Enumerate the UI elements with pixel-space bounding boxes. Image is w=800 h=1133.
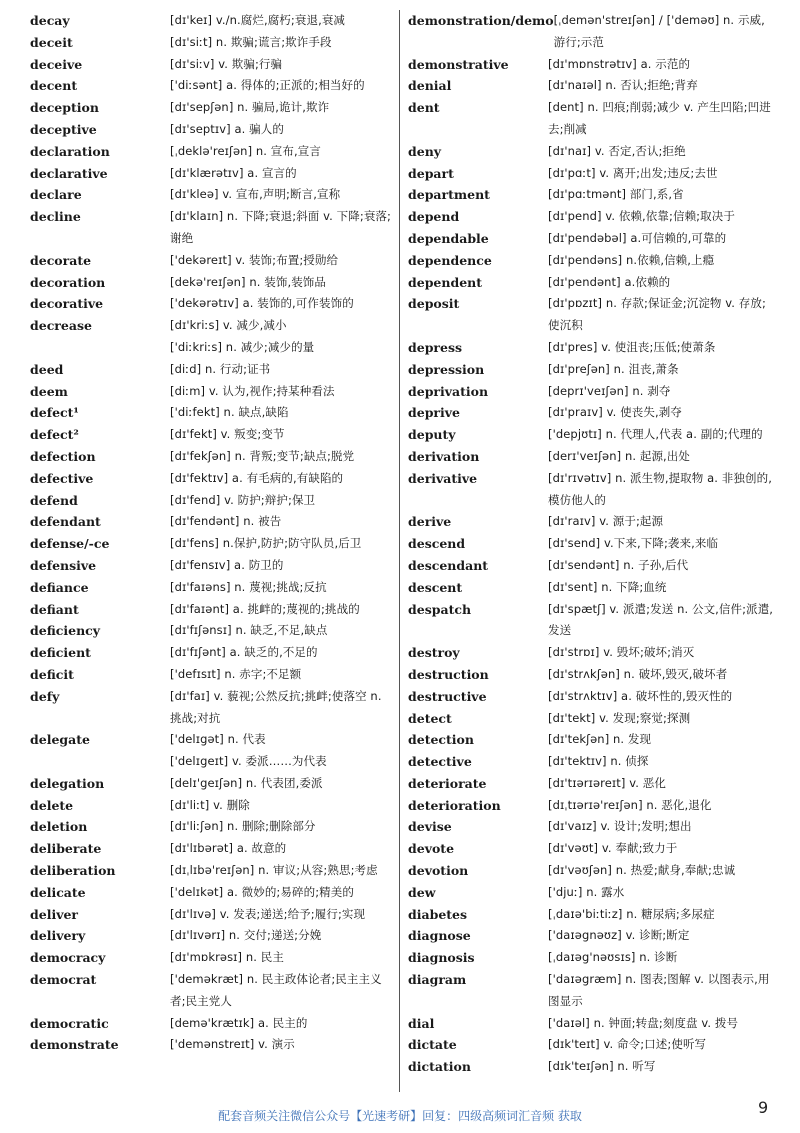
definition: [dɪ'faɪ] v. 藐视;公然反抗;挑衅;使落空 n. 挑战;对抗 [170,688,382,725]
headword: dent [408,100,440,116]
word-entry [30,533,392,555]
definition: [dɪ'send] v.下来,下降;袭来,来临 [548,536,719,551]
definition: [dɪ'vəʊʃən] n. 热爱;献身,奉献;忠诚 [548,863,736,878]
definition: [dɪ'fekʃən] n. 背叛;变节;缺点;脱党 [170,448,355,463]
word-entry [30,272,392,294]
headword: decent [30,78,78,94]
word-entry [30,468,392,490]
definition: [dɪk'teɪʃən] n. 听写 [548,1059,656,1074]
word-entry [408,969,774,1013]
word-entry [408,1034,774,1056]
definition: [dɪ'fendənt] n. 被告 [170,514,282,529]
headword: depression [408,361,485,377]
definition: [dɪ'klærətɪv] a. 宣言的 [170,165,297,180]
headword: dependent [408,274,483,290]
definition: [dɪ'strʌktɪv] a. 破坏性的,毁灭性的 [548,688,733,703]
headword: defective [30,470,94,486]
headword: deny [408,143,442,159]
word-entry [30,947,392,969]
definition: [dent] n. 凹痕;削弱;减少 v. 产生凹陷;凹进去;削减 [548,100,771,136]
headword: diagram [408,972,467,988]
definition: [derɪ'veɪʃən] n. 起源,出处 [548,448,691,463]
definition: [dɪˌlɪbə'reɪʃən] n. 审议;从容;熟思;考虑 [170,863,378,878]
word-entry [30,32,392,54]
headword: deficiency [30,623,101,639]
definition: [dɪ'pend] v. 依赖,依靠;信赖;取决于 [548,209,735,224]
headword: despatch [408,601,472,617]
word-entry [408,468,774,512]
definition: [dɪ'lɪbərət] a. 故意的 [170,841,287,856]
word-entry [408,359,774,381]
headword: defy [30,688,60,704]
headword: declare [30,187,82,203]
definition: [dɪ'sendənt] n. 子孙,后代 [548,557,689,572]
definition: [dɪ'tekt] v. 发现;察觉;探测 [548,710,691,725]
word-entry [30,795,392,817]
word-entry [30,904,392,926]
definition: [dɪ'klaɪn] n. 下降;衰退;斜面 v. 下降;衰落;谢绝 [170,209,392,245]
word-entry [408,533,774,555]
word-entry [408,904,774,926]
word-entry [30,816,392,838]
word-entry [30,686,392,730]
headword [30,751,170,773]
headword: deliberation [30,863,116,879]
headword: depart [408,165,454,181]
word-entry [408,206,774,228]
headword: deletion [30,819,88,835]
definition: [dɪ'pendəbəl] a.可信赖的,可靠的 [548,230,727,245]
definition: [dɪ'spætʃ] v. 派遣;发送 n. 公文,信件;派遣,发送 [548,601,774,638]
headword: deficient [30,645,91,661]
headword: democratic [30,1015,109,1031]
headword: detection [408,732,474,748]
definition: [dɪ'septɪv] a. 骗人的 [170,121,284,136]
definition: ['defɪsɪt] n. 赤字;不足额 [170,666,302,681]
headword: delegation [30,775,105,791]
headword [30,337,170,359]
definition: [dɪ'pres] v. 使沮丧;压低;使萧条 [548,339,716,354]
headword: deem [30,383,68,399]
definition: [dɪk'teɪt] v. 命令;口述;使听写 [548,1037,707,1052]
definition: [dɪ'siːv] v. 欺骗;行骗 [170,56,283,71]
word-entry [30,925,392,947]
headword: decoration [30,274,106,290]
headword: democrat [30,972,97,988]
definition: ['dekərətɪv] a. 装饰的,可作装饰的 [170,296,354,311]
definition: ['daɪəl] n. 钟面;转盘;刻度盘 v. 拨号 [548,1015,739,1030]
definition: [dekə'reɪʃən] n. 装饰,装饰品 [170,274,327,289]
word-entry [30,555,392,577]
definition: [deprɪ'veɪʃən] n. 剥夺 [548,383,671,398]
definition: [dɪ'mɒnstrətɪv] a. 示范的 [548,56,691,71]
definition: [dɪ'fɪʃənt] a. 缺乏的,不足的 [170,645,318,660]
word-entry [408,10,774,54]
definition: [dɪ'faɪənt] a. 挑衅的;蔑视的;挑战的 [170,601,360,616]
headword: deceive [30,56,83,72]
word-entry [30,293,392,315]
definition: [dɪ'fensɪv] a. 防卫的 [170,557,284,572]
headword: detect [408,710,452,726]
definition: [dɪ'fekt] v. 叛变;变节 [170,427,285,442]
definition: [dɪ'pɑːtmənt] 部门,系,省 [548,187,684,202]
definition: [dɪ'fɪʃənsɪ] n. 缺乏,不足,缺点 [170,623,328,638]
word-entry [408,664,774,686]
word-entry [30,315,392,337]
headword: derive [408,514,452,530]
headword: defiance [30,579,89,595]
definition: [dɪ'strɒɪ] v. 毁坏;破坏;消灭 [548,645,695,660]
word-entry [408,860,774,882]
headword: detective [408,754,472,770]
word-entry [30,969,392,1013]
definition: ['delɪkət] a. 微妙的;易碎的;精美的 [170,884,354,899]
headword: decorative [30,296,104,312]
headword: deception [30,100,99,116]
definition: [dɪ'sent] n. 下降;血统 [548,579,667,594]
word-entry [30,97,392,119]
word-entry [408,751,774,773]
word-entry [408,838,774,860]
word-entry [408,381,774,403]
headword: deceptive [30,121,97,137]
definition: [ˌdaɪəg'nəʊsɪs] n. 诊断 [548,950,678,965]
headword: derivation [408,448,480,464]
headword: demonstration/demo [408,13,554,28]
definition: [dɪ'pendəns] n.依赖,信赖,上瘾 [548,252,715,267]
headword: dial [408,1015,435,1031]
definition: [dɪ'liːt] v. 删除 [170,797,250,812]
headword: delete [30,797,74,813]
word-entry [30,10,392,32]
definition: [dɪ'pɑːt] v. 离开;出发;违反;去世 [548,165,718,180]
headword: defection [30,448,96,464]
headword: department [408,187,490,203]
definition: [dɪ'kriːs] v. 减少,减小 [170,318,287,333]
word-entry [408,708,774,730]
page-number: 9 [758,1098,769,1117]
word-entry [408,446,774,468]
headword: devote [408,841,455,857]
headword: depend [408,209,460,225]
word-entry [408,163,774,185]
word-entry [408,250,774,272]
word-entry [408,555,774,577]
word-entry [408,75,774,97]
definition: [dɪ'keɪ] v./n.腐烂,腐朽;衰退,衰减 [170,13,346,27]
definition: [dɪ'vəʊt] v. 奉献;致力于 [548,841,678,856]
definition: [dɪ'naɪəl] n. 否认;拒绝;背弃 [548,78,698,93]
word-entry [30,1034,392,1056]
word-entry [30,838,392,860]
word-entry [30,860,392,882]
headword: demonstrative [408,56,509,72]
headword: decrease [30,318,92,334]
word-entry [30,75,392,97]
word-entry [30,577,392,599]
word-entry [408,228,774,250]
definition: [dɪ'faɪəns] n. 蔑视;挑战;反抗 [170,579,327,594]
headword: demonstrate [30,1037,119,1053]
headword: declarative [30,165,108,181]
word-entry [30,141,392,163]
word-entry [30,250,392,272]
word-entry [30,882,392,904]
headword: diagnose [408,928,471,944]
headword: dew [408,884,436,900]
word-entry [30,751,392,773]
definition: [dɪ'pendənt] a.依赖的 [548,274,671,289]
headword: deliberate [30,841,102,857]
headword: dependable [408,230,489,246]
word-entry [408,1013,774,1035]
definition: ['diːsənt] a. 得体的;正派的;相当好的 [170,78,365,93]
word-entry [30,490,392,512]
word-entry [30,424,392,446]
definition: [diːd] n. 行动;证书 [170,361,271,376]
definition: [dɪ'praɪv] v. 使丧失,剥夺 [548,405,682,420]
word-entry [30,620,392,642]
headword: deterioration [408,797,501,813]
left-column [30,10,392,1056]
headword: dependence [408,252,492,268]
definition: [dɪ'rɪvətɪv] n. 派生物,提取物 a. 非独创的,模仿他人的 [548,470,772,507]
definition: [dɪ'vaɪz] v. 设计;发明;想出 [548,819,692,834]
definition: [dɪˌtɪərɪə'reɪʃən] n. 恶化,退化 [548,797,712,812]
word-entry [30,1013,392,1035]
headword: deteriorate [408,775,487,791]
word-entry [30,729,392,751]
word-entry [30,446,392,468]
definition: [diːm] v. 认为,视作;持某种看法 [170,383,335,398]
definition: [dɪ'preʃən] n. 沮丧,萧条 [548,361,679,376]
word-entry [408,577,774,599]
footer-note: 配套音频关注微信公众号【光速考研】回复：四级高频词汇音频 获取 [218,1109,582,1123]
word-entry [30,664,392,686]
definition: ['diːkriːs] n. 减少;减少的量 [170,339,315,354]
definition: [delɪ'geɪʃən] n. 代表团,委派 [170,775,323,790]
headword: defend [30,492,78,508]
word-entry [30,184,392,206]
word-entry [408,97,774,141]
word-entry [30,773,392,795]
headword: devise [408,819,452,835]
word-entry [408,141,774,163]
word-entry [30,402,392,424]
definition: [dɪ'fens] n.保护,防护;防守队员,后卫 [170,536,362,551]
headword: deficit [30,666,74,682]
headword: deprive [408,405,460,421]
word-entry [408,925,774,947]
headword: descend [408,536,466,552]
word-entry [30,381,392,403]
definition: [dɪ'pɒzɪt] n. 存款;保证金;沉淀物 v. 存放;使沉积 [548,296,766,333]
definition: [dɪ'liːʃən] n. 删除;删除部分 [170,819,316,834]
headword: decay [30,13,70,28]
definition: ['demənstreɪt] v. 演示 [170,1037,295,1052]
word-entry [408,272,774,294]
headword: democracy [30,950,106,966]
headword: descendant [408,557,489,573]
headword: decline [30,209,81,225]
definition: ['delɪgət] n. 代表 [170,732,266,747]
definition: [dɪ'strʌkʃən] n. 破坏,毁灭,破坏者 [548,666,728,681]
headword: deliver [30,906,78,922]
definition: [dɪ'raɪv] v. 源于;起源 [548,514,664,529]
definition: ['deməkræt] n. 民主政体论者;民主主义者;民主党人 [170,972,382,1008]
headword: deposit [408,296,460,312]
word-entry [408,1056,774,1078]
right-column [408,10,774,1078]
word-entry [408,947,774,969]
word-entry [30,599,392,621]
headword: depress [408,339,463,355]
definition: ['djuː] n. 露水 [548,884,625,899]
headword: descent [408,579,463,595]
definition: [ˌdemən'streɪʃən] / ['deməʊ] n. 示威,游行;示范 [553,13,765,49]
headword: destructive [408,688,487,704]
word-entry [30,163,392,185]
headword: deprivation [408,383,489,399]
headword: defendant [30,514,101,530]
headword: diabetes [408,906,468,922]
word-entry [408,599,774,643]
headword: declaration [30,143,110,159]
definition: [dɪ'lɪvə] v. 发表;递送;给予;履行;实现 [170,906,366,921]
definition: [dɪ'sepʃən] n. 骗局,诡计,欺诈 [170,100,330,115]
headword: dictate [408,1037,457,1053]
headword: deputy [408,427,456,443]
definition: [dɪ'fektɪv] a. 有毛病的,有缺陷的 [170,470,344,485]
word-entry [408,642,774,664]
headword: delegate [30,732,90,748]
headword: defect¹ [30,405,79,421]
headword: delicate [30,884,86,900]
headword: defense/-ce [30,536,110,552]
word-entry [30,642,392,664]
definition: ['daɪəgnəʊz] v. 诊断;断定 [548,928,690,943]
word-entry [408,882,774,904]
definition: [dɪ'lɪvərɪ] n. 交付;递送;分娩 [170,928,322,943]
definition: ['dekəreɪt] v. 装饰;布置;授勋给 [170,252,339,267]
headword: delivery [30,928,86,944]
definition: ['delɪgeɪt] v. 委派……为代表 [170,754,327,769]
definition: ['diːfekt] n. 缺点,缺陷 [170,405,289,420]
word-entry [30,337,392,359]
column-divider [399,10,400,1092]
headword: dictation [408,1059,471,1075]
definition: [dɪ'kleə] v. 宣布,声明;断言,宣称 [170,187,341,202]
headword: devotion [408,863,469,879]
word-entry [408,54,774,76]
definition: [dɪ'siːt] n. 欺骗;谎言;欺诈手段 [170,34,332,49]
definition: [dɪ'tɪərɪəreɪt] v. 恶化 [548,775,666,790]
definition: [dɪ'tekʃən] n. 发现 [548,732,652,747]
word-entry [408,816,774,838]
headword: derivative [408,470,478,486]
headword: destroy [408,645,460,661]
headword: deceit [30,34,73,50]
word-entry [408,729,774,751]
headword: defect² [30,427,79,443]
word-entry [408,184,774,206]
headword: defiant [30,601,79,617]
definition: [dɪ'naɪ] v. 否定,否认;拒绝 [548,143,686,158]
definition: ['daɪəgræm] n. 图表;图解 v. 以图表示,用图显示 [548,972,770,1008]
word-entry [408,511,774,533]
definition: [dɪ'tektɪv] n. 侦探 [548,754,649,769]
definition: [ˌdaɪə'biːtiːz] n. 糖尿病;多尿症 [548,906,715,921]
headword: diagnosis [408,950,475,966]
word-entry [30,54,392,76]
word-entry [408,402,774,424]
definition: [dɪ'fend] v. 防护;辩护;保卫 [170,492,316,507]
definition: ['depjʊtɪ] n. 代理人,代表 a. 副的;代理的 [548,427,763,442]
definition: [dɪ'mɒkrəsɪ] n. 民主 [170,950,284,965]
headword: defensive [30,557,97,573]
word-entry [408,773,774,795]
word-entry [30,359,392,381]
definition: [ˌdeklə'reɪʃən] n. 宣布,宣言 [170,143,321,158]
headword: decorate [30,252,92,268]
word-entry [408,424,774,446]
headword: deed [30,361,64,377]
word-entry [30,511,392,533]
word-entry [408,337,774,359]
headword: denial [408,78,452,94]
word-entry [408,686,774,708]
word-entry [408,293,774,337]
headword: destruction [408,666,489,682]
definition: [demə'krætɪk] a. 民主的 [170,1015,308,1030]
word-entry [408,795,774,817]
word-entry [30,119,392,141]
word-entry [30,206,392,250]
